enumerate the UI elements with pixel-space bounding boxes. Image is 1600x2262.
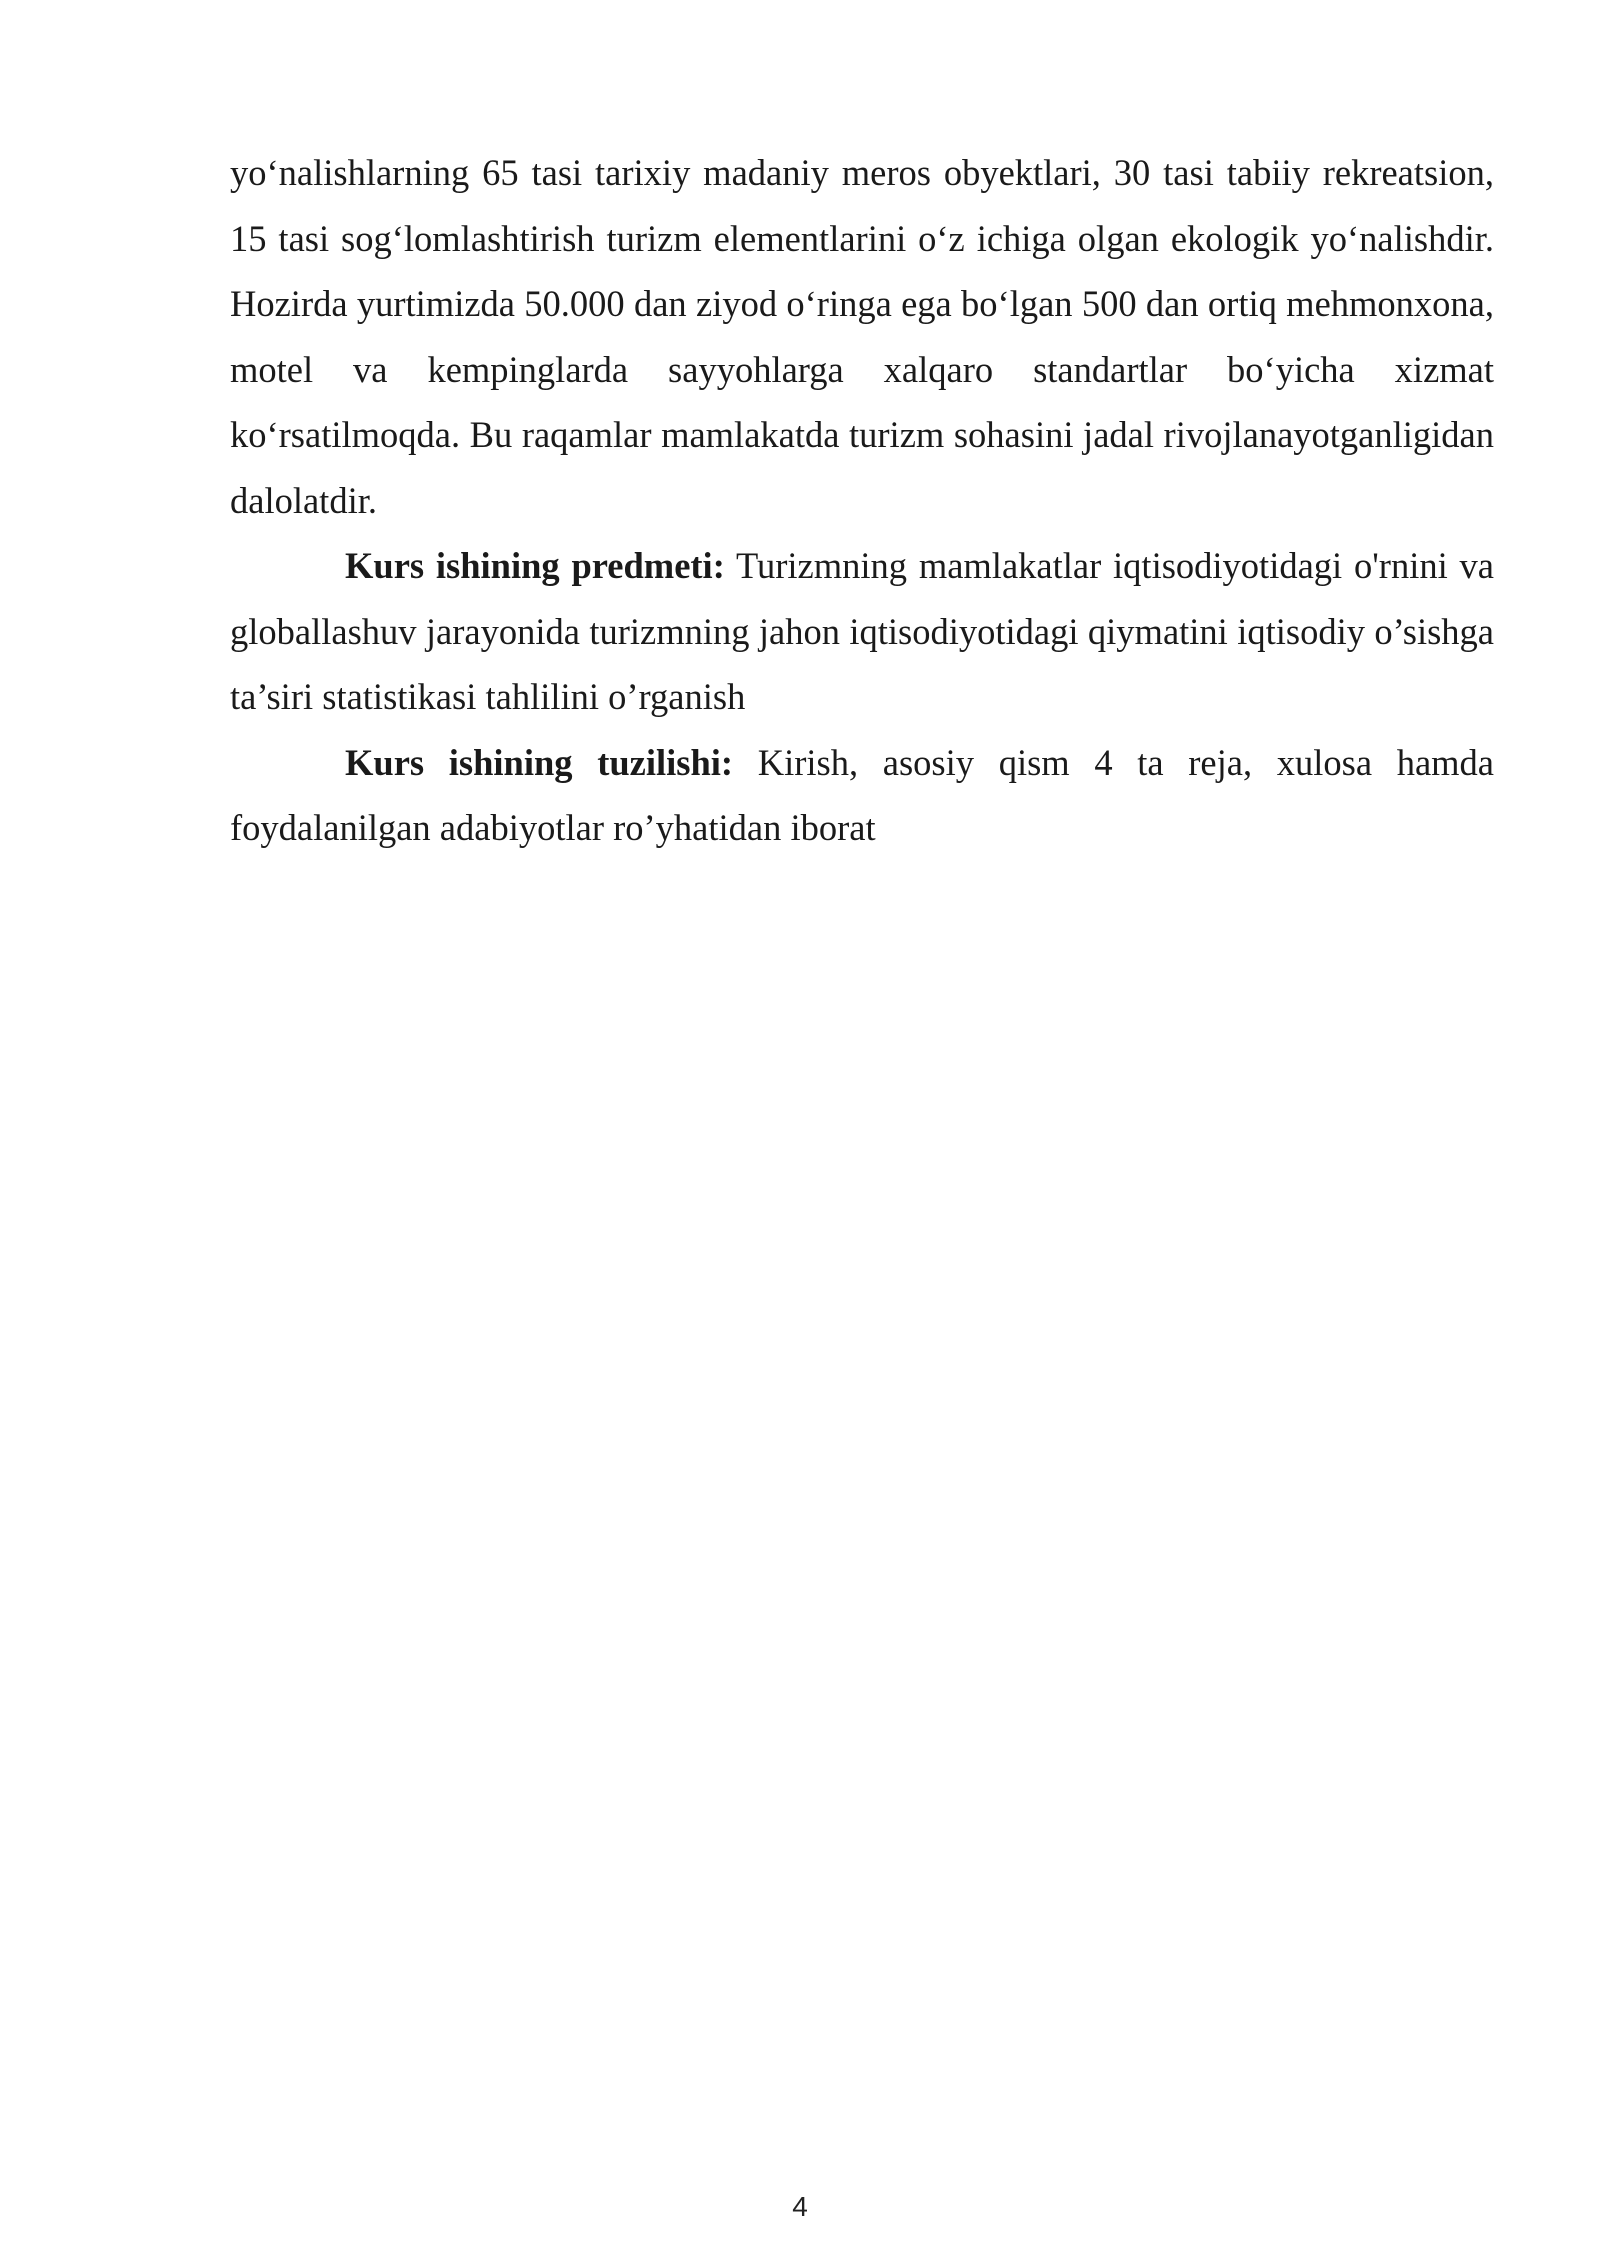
paragraph-course-subject	[230, 533, 1494, 730]
page-number: 4	[792, 2191, 808, 2222]
paragraph-tourism-routes	[230, 140, 1494, 533]
course-subject-heading: Kurs ishining predmeti:	[345, 545, 725, 586]
course-structure-text: Kirish, asosiy qism 4 ta reja, xulosa hamda foydalanilgan adabiyotlar ro’yhatidan iborat	[230, 741, 1494, 848]
paragraph-text: yo‘nalishlarning 65 tasi tarixiy madaniy meros obyektlari, 30 tasi tabiiy rekreatsion, 15 tasi sog‘lomlashtirish turizm elementlarini o‘z ichiga olgan ekologik yo‘nalishdir. Hozirda yurtimizda 50.000 dan ziyod o‘ringa ega bo‘lgan 500 dan ortiq mehmonxona, motel va kempinglarda sayyohlarga xalqaro standartlar bo‘yicha xizmat ko‘rsatilmoqda. Bu raqamlar mamlakatda turizm sohasini jadal rivojlanayotganligidan dalolatdir.	[230, 152, 1494, 521]
page-body	[230, 140, 1494, 861]
course-subject-text: Turizmning mamlakatlar iqtisodiyotidagi o'rnini va globallashuv jarayonida turizmning jahon iqtisodiyotidagi qiymatini iqtisodiy o’sishga ta’siri statistikasi tahlilini o’rganish	[230, 545, 1494, 717]
course-structure-heading: Kurs ishining tuzilishi:	[345, 741, 734, 783]
paragraph-course-structure	[230, 730, 1494, 861]
